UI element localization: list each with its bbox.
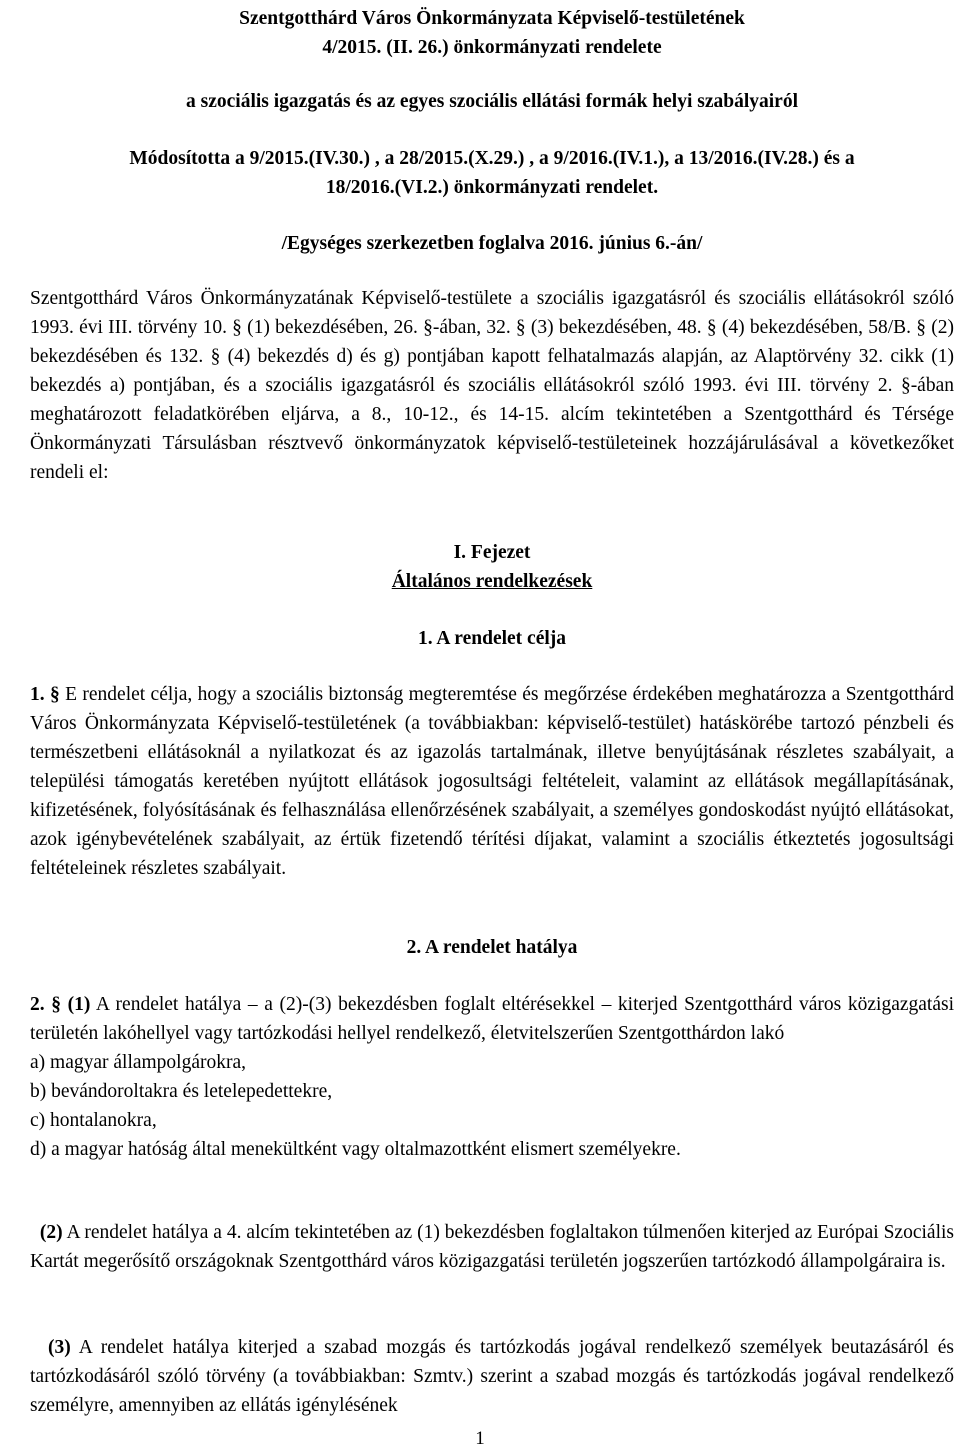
section-1-body	[30, 680, 954, 883]
section-2-p2-text: A rendelet hatálya a 4. alcím tekintetében az (1) bekezdésben foglaltakon túlmenően kiterjed az Európai Szociális Kartát megerősítő országoknak Szentgotthárd város közigazgatási területén jogszerűen tartózkodó állampolgáraira is.	[30, 1222, 954, 1272]
list-item: b) bevándoroltakra és letelepedettekre,	[30, 1081, 333, 1102]
document-subtitle: a szociális igazgatás és az egyes szociális ellátási formák helyi szabályairól	[186, 91, 798, 112]
title-line-1: Szentgotthárd Város Önkormányzata Képviselő-testületének	[239, 8, 745, 29]
section-2-number: 2. §	[30, 994, 61, 1015]
list-item: d) a magyar hatóság által menekültként vagy oltalmazottként elismert személyekre.	[30, 1139, 681, 1160]
section-2-p1-body	[30, 990, 954, 1048]
list-item: a) magyar állampolgárokra,	[30, 1052, 247, 1073]
section-2-p2-number: (2)	[39, 1222, 63, 1243]
list-item: c) hontalanokra,	[30, 1110, 157, 1131]
section-2-p3-text: A rendelet hatálya kiterjed a szabad mozgás és tartózkodás jogával rendelkező személyek beutazásáról és tartózkodásáról szóló törvény (a továbbiakban: Szmtv.) szerint a szabad mozgás és tartózkodás jogával rendelkező személyre, amennyiben az ellátás igénylésének	[30, 1337, 954, 1416]
section-2-p1-number: (1)	[67, 994, 91, 1015]
section-2-paragraph-1	[30, 990, 954, 1164]
section-2-heading: 2. A rendelet hatálya	[406, 937, 578, 958]
chapter-heading	[30, 538, 954, 596]
consolidation-note: /Egységes szerkezetben foglalva 2016. június 6.-án/	[281, 233, 703, 254]
section-2-paragraph-2	[30, 1218, 954, 1276]
preamble: Szentgotthárd Város Önkormányzatának Képviselő-testülete a szociális igazgatásról és szociális ellátásokról szóló 1993. évi III. törvény 10. § (1) bekezdésében, 26. §-ában, 32. § (3) bekezdésében, 48. § (4) bekezdésében, 58/B. § (2) bekezdésében és 132. § (4) bekezdés d) és g) pontjában kapott felhatalmazás alapján, az Alaptörvény 32. cikk (1) bekezdés a) pontjában, és a szociális igazgatásról és szociális ellátásokról szóló 1993. évi III. törvény 2. §-ában meghatározott feladatkörében eljárva, a 8., 10-12., és 14-15. alcím tekintetében a Szentgotthárd és Térsége Önkormányzati Társulásban résztvevő önkormányzatok képviselő-testületeinek hozzájárulásával a következőket rendeli el:	[30, 288, 954, 483]
page-number: 1	[475, 1428, 485, 1449]
chapter-title: Általános rendelkezések	[391, 571, 593, 592]
section-2-p1-text: A rendelet hatálya – a (2)-(3) bekezdésben foglalt eltérésekkel – kiterjed Szentgotthárd város közigazgatási területén lakóhellyel vagy tartózkodási hellyel rendelkező, életvitelszerűen Szentgotthárdon lakó	[30, 994, 955, 1044]
section-1-heading: 1. A rendelet célja	[417, 628, 567, 649]
amendment-line-1: Módosította a 9/2015.(IV.30.) , a 28/2015.(X.29.) , a 9/2016.(IV.1.), a 13/2016.(IV.28.) és a	[129, 148, 855, 169]
section-1-text: E rendelet célja, hogy a szociális biztonság megteremtése és megőrzése érdekében meghatározza a Szentgotthárd Város Önkormányzata Képviselő-testületének (a továbbiakban: képviselő-testület) hatáskörébe tartozó pénzbeli és természetbeni ellátásoknál a nyilatkozat és az igazolás tartalmának, illetve benyújtásának részletes szabályait, a települési támogatás keretében nyújtott ellátások jogosultsági feltételeit, valamint az ellátások megállapításának, kifizetésének, folyósításának és felhasználása ellenőrzésének szabályait, a személyes gondoskodást nyújtó ellátásokat, azok igénybevételének szabályait, az értük fizetendő térítési díjakat, valamint a szociális étkeztetés jogosultsági feltételeinek részletes szabályait.	[30, 684, 955, 879]
section-2-p3-number: (3)	[48, 1337, 71, 1358]
section-1-number: 1. §	[30, 684, 60, 705]
amendment-note	[30, 144, 954, 202]
amendment-line-2: 18/2016.(VI.2.) önkormányzati rendelet.	[325, 177, 659, 198]
chapter-number: I. Fejezet	[453, 542, 531, 563]
document-title	[30, 4, 954, 62]
section-2-paragraph-3	[30, 1333, 954, 1420]
title-line-2: 4/2015. (II. 26.) önkormányzati rendelete	[322, 37, 662, 58]
